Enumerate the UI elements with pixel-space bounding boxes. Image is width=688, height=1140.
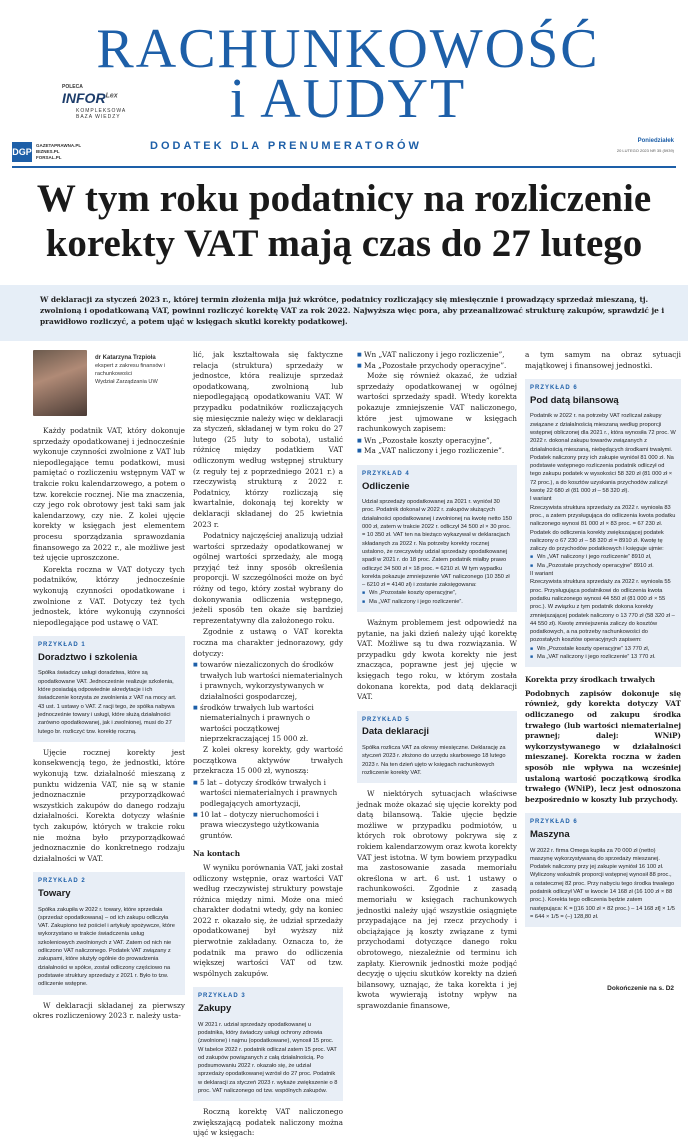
- list-item: ■ Wn „VAT naliczony i jego rozliczenie”,: [357, 350, 517, 361]
- example-label: PRZYKŁAD 3: [198, 993, 246, 1000]
- headline: W tym roku podatnicy na rozliczenie korekty VAT mają czas do 27 lutego: [36, 177, 652, 265]
- publication-title: [78, 18, 618, 130]
- author-box: [33, 350, 185, 416]
- example-body: [525, 406, 681, 667]
- example-title: Pod datą bilansową: [530, 394, 619, 406]
- list-item: ■ Wn „VAT naliczony i jego rozliczenie” 8910 zł,: [530, 553, 676, 561]
- example-title: Data deklaracji: [362, 726, 430, 738]
- example-body: Spółka rozlicza VAT za okresy miesięczne. Deklarację za styczeń 2023 r. złożono do urzędu skarbowego 18 lutego 2023 r. Na ten dzień ujęto w księgach rachunkowych rozliczenie korekty VAT.: [362, 744, 506, 776]
- bullet-list: [530, 645, 676, 662]
- column-1: [33, 350, 185, 1023]
- example-line: II wariant: [530, 571, 554, 578]
- infor-tagline-1: KOMPLEKSOWA: [76, 108, 127, 114]
- paragraph: Ujęcie rocznej korekty jest konsekwencją tego, że jednostki, które wykonują tzw. działalność mieszaną z punktu widzenia VAT, nie są w stanie jednoznacznie przyporządkować wszystkich zakupów do danego rodzaju działalności. Korekta dotyczy właśnie tych zakupów, których w trakcie roku nie można było przyporządkować jednoznacznie do konkretnego rodzaju działalności w VAT.: [33, 747, 185, 863]
- paragraph: Ważnym problemem jest odpowiedź na pytanie, na jaki dzień należy ująć korektę VAT. Możliwe są tu dwa rozwiązania. W przypadku gdy kwota korekty nie jest znacząca, poprawne jest jej ujęcie w księgach tego roku, w którym została dokonana korekta, pod datą deklaracji VAT.: [357, 617, 517, 702]
- list-item: ■ Ma „Pozostałe przychody operacyjne”.: [357, 361, 517, 372]
- dgp-logo: DGP: [12, 142, 32, 162]
- example-line: Podatnik w 2022 r. na potrzeby VAT rozliczał zakupy związane z działalnością mieszaną według proporcji wstępnej obliczonej dla 2021 r., która wynosiła 72 proc. W 2022 r. dokonał zakupu towarów związanych z działalnością mieszaną, niebędących środkami trwałymi. Podatek naliczony przy ich zakupie wyniósł 81 000 zł. Na podstawie wstępnego rozliczenia podatnik odliczył od tego zakupu podatek w wysokości 58 320 zł (81 000 zł × 72 proc.), a do kosztów uzyskania przychodów zaliczył kwotę 22 680 zł (81 000 zł – 58 320 zł).: [530, 413, 676, 495]
- site-link[interactable]: BIZNES.PL: [36, 149, 60, 154]
- publication-subtitle: DODATEK DLA PRENUMERATORÓW: [150, 140, 422, 152]
- list-item: ■ towarów niezaliczonych do środków trwałych lub wartości niematerialnych i prawnych, wykorzystywanych w działalności gospodarczej,: [193, 660, 343, 702]
- issue-day: Poniedziałek: [637, 138, 674, 144]
- bullet-list: [193, 778, 343, 842]
- example-body: W 2022 r. firma Omega kupiła za 70 000 zł (netto) maszynę wykorzystywaną do sprzedaży mieszanej. Podatek naliczony przy jej zakupie wyniósł 16 100 zł. Wyliczony wskaźnik proporcji wstępnej wynosił 88 proc., a ostatecznej 82 proc. Przy nabyciu tego środka trwałego podatnik odliczył VAT w kwocie 14 168 zł (16 100 zł × 88 proc.). Korekta tego odliczenia będzie zatem następująca: K = [(16 100 zł × 82 proc.) – 14 168 zł] × 1/5 = 644 × 1/5 = (–) 128,80 zł.: [530, 847, 675, 920]
- author-name: dr Katarzyna Trzpioła: [95, 355, 156, 361]
- paragraph: W deklaracji składanej za pierwszy okres rozliczeniowy 2023 r. należy usta-: [33, 1000, 185, 1021]
- paragraph: Z kolei okresy korekty, gdy wartość początkowa aktywów trwałych przekracza 15 000 zł, wynoszą:: [193, 744, 343, 776]
- example-title: Odliczenie: [362, 480, 410, 492]
- site-link[interactable]: GAZETAPRAWNA.PL: [36, 143, 82, 148]
- author-info: [95, 350, 185, 386]
- subheading: Na kontach: [193, 849, 241, 859]
- list-item: ■ Wn „Pozostałe koszty operacyjne”,: [357, 436, 517, 447]
- list-item: ■ Ma „Pozostałe przychody operacyjne” 8910 zł.: [530, 562, 676, 570]
- example-line: Rzeczywista struktura sprzedaży za 2022 r. wyniosła 83 proc., a zatem przysługująca do odliczenia kwota podatku naliczonego wynosi 81 000 zł × 83 proc. = 67 230 zł. Podatek do odliczenia korekty zwiększającej podatek naliczony o 67 230 zł – 58 320 zł = 8910 zł. Kwotę tę zaliczy do przychodów podatkowych i księguje ujmie:: [530, 504, 676, 553]
- example-title: Towary: [38, 887, 71, 899]
- list-item: ■ Ma „VAT naliczony i jego rozliczenie” 13 770 zł.: [530, 653, 676, 661]
- example-label: PRZYKŁAD 2: [38, 878, 86, 885]
- author-photo: [33, 350, 87, 416]
- paragraph: Podobnych zapisów dokonuje się również, gdy korekta dotyczy VAT odliczanego od zakupu środka trwałego (lub wartości niematerialnej prawnej; dalej: WNiP) wykorzystywanego w działalności mieszanej. Korekta roczna w żaden sposób nie wpływa na wcześniej ustaloną wartość początkową środka trwałego (WNiP), lecz jest odnoszona bezpośrednio w koszty lub przychody.: [525, 688, 681, 804]
- dgp-sites: [36, 143, 81, 161]
- continued-note[interactable]: Dokończenie na s. D2: [607, 985, 674, 992]
- example-body: [357, 492, 517, 612]
- bullet-list: [357, 350, 517, 371]
- list-item: ■ Ma „VAT naliczony i jego rozliczenie”.: [362, 598, 512, 606]
- example-label: PRZYKŁAD 5: [362, 716, 410, 723]
- list-item: ■ Ma „VAT naliczony i jego rozliczenie”.: [357, 446, 517, 457]
- issue-info: [617, 138, 674, 153]
- example-line: I wariant: [530, 496, 552, 503]
- masthead-rule: [12, 166, 676, 168]
- paragraph: lić, jak kształtowała się faktyczne relacja (struktura) sprzedaży w jednostce, która realizuje sprzedaż opodatkowaną, zwolnioną lub niepodlegającą opodatkowaniu VAT. W przypadku podatników rozliczających się miesięcznie należy więc w deklaracji za styczeń, składanej w tym roku do 27 lutego (25 luty to sobota), ustalić różnicę między podatkiem VAT odliczonym według wstępnej struktury (z reguły tej z poprzedniego 2021 r.) a rzeczywistą strukturą z 2022 r. Podatnicy, którzy rozliczają się kwartalnie, dokonają tej korekty w deklaracji składanej do 25 kwietnia 2023 r.: [193, 350, 343, 529]
- example-label: PRZYKŁAD 6: [530, 819, 578, 826]
- example-label: PRZYKŁAD 4: [362, 470, 410, 477]
- masthead: [0, 0, 688, 168]
- example-body: Spółka świadczy usługi doradztwa, które są opodatkowane VAT. Jednocześnie realizuje szkolenia, które posiadają odpowiednie akredytacje i ich świadczenie korzysta ze zwolnienia z VAT na mocy art. 43 ust. 1 ustawy o VAT. Z racji tego, że spółka nabywa jednocześnie towary i usługi, które służą działalności zarówno opodatkowanej, jak i zwolnionej, musi do 27 lutego br. rozliczyć tzw. korektę roczną.: [38, 670, 177, 735]
- column-3: [357, 350, 517, 1013]
- author-role: ekspert z zakresu finansów i rachunkowości: [95, 363, 166, 377]
- example-title: Doradztwo i szkolenia: [38, 651, 138, 663]
- issue-number: 20 LUTEGO 2023 NR 35 (5939): [616, 148, 674, 153]
- site-link[interactable]: FORSAL.PL: [36, 155, 62, 160]
- title-line-1: RACHUNKOWOŚĆ: [96, 18, 600, 80]
- bullet-list: [362, 589, 512, 606]
- example-title: Maszyna: [530, 829, 570, 840]
- example-line: Rzeczywista struktura sprzedaży za 2022 r. wyniosła 55 proc. Przysługująca podatnikowi do odliczenia kwota podatku naliczonego wynosi 44 550 zł (81 000 zł × 55 proc.). W związku z tym podatnik dokona korekty zmniejszającej podatek naliczony o 13 770 zł (58 320 zł – 44 550 zł). Kwotę zmniejszenia zaliczy do kosztów podatkowych, a na potrzeby rachunkowości do pozostałych kosztów operacyjnych zapisem:: [530, 579, 675, 644]
- example-label: PRZYKŁAD 1: [38, 642, 86, 649]
- example-box: [193, 987, 343, 1101]
- paragraph: W niektórych sytuacjach właściwse jednak może okazać się ujęcie korekty pod datą bilansową. Takie ujęcie będzie możliwe w przypadku podmiotów, u których rok obrotowy pokrywa się z rokiem kalendarzowym oraz kwota korekty VAT jest istotna. W tym bowiem przypadku ma zastosowanie zasada memoriału określona w art. 6 ust. 1 ustawy o rachunkowości. Zgodnie z zasadą memoriału w księgach rachunkowych jednostki należy ująć wszystkie osiągnięte przypadające na jej rzecz przychody i obciążające ją koszty związane z tymi przychodami dotyczące danego roku obrotowego, niezależnie od terminu ich zapłaty. Kierownik jednostki może podjąć decyzję o ujęciu skutków korekty na dzień bilansowy, uznając, że taka korekta i jej kwota wywierają istotny wpływ na sprawozdanie finansowe,: [357, 789, 517, 1010]
- infor-tagline-2: BAZA WIEDZY: [76, 114, 121, 120]
- example-box: [357, 711, 517, 783]
- paragraph: Podatnicy najczęściej analizują udział wartości sprzedaży opodatkowanej w ogólnej wartości sprzedaży, ale mogą przyjąć też inny sposób określenia proporcji. W szczególności może on być różny od tego, który został wybrany do dokonywania odliczenia wstępnego, jeżeli sposób ten okaże się bardziej reprezentatywny dla założonego roku.: [193, 531, 343, 625]
- infor-logo: [62, 90, 118, 106]
- bullet-list: [357, 436, 517, 457]
- author-dept: Wydział Zarządzania UW: [95, 379, 158, 385]
- paragraph: Może się również okazać, że udział sprzedaży opodatkowanej w ogólnej wartości sprzedaży spadł. Wtedy korekta pokazuje zmniejszenie VAT naliczonego, które jest ujmowane w księgach rachunkowych zapisem:: [357, 371, 517, 434]
- example-label: PRZYKŁAD 6: [530, 385, 578, 392]
- list-item: ■ Wn „Pozostałe koszty operacyjne” 13 770 zł,: [530, 645, 676, 653]
- poleca-label: POLECA: [62, 84, 83, 90]
- bullet-list: [530, 553, 676, 570]
- example-box: [33, 872, 185, 994]
- paragraph: Każdy podatnik VAT, który dokonuje sprzedaży opodatkowanej i jednocześnie wykonuje czynności zwolnione z VAT lub niepodlegające temu podatkowi, musi pamiętać o rozliczeniu wstępnym VAT w trakcie roku kalendarzowego, a potem o tzw. korekcie rocznej. Nie ma znaczenia, czy jego rok obrotowy jest taki sam jak kalendarzowy, czy nie. Z kolei ujęcie korekty w księgach jest elementem procesu sporządzania sprawozdania finansowego za 2022 r., ale możliwe jest też ujęcie uproszczone.: [33, 426, 185, 563]
- infor-name: INFOR: [62, 90, 106, 106]
- list-item: ■ Wn „Pozostałe koszty operacyjne”,: [362, 589, 512, 597]
- bullet-list: [193, 660, 343, 745]
- list-item: ■ 10 lat – dotyczy nieruchomości i prawa wieczystego użytkowania gruntów.: [193, 810, 343, 842]
- example-box: [525, 379, 681, 667]
- list-item: ■ środków trwałych lub wartości niematerialnych i prawnych o wartości początkowej nieprzekraczającej 15 000 zł.: [193, 703, 343, 745]
- example-body: Spółka zakupiła w 2022 r. towary, które sprzedała (sprzedaż opodatkowana) – od ich zakupu odliczyła VAT. Zakupiono też pościel i artykuły spożywcze, które wykorzystano w trakcie świadczenia usług szkoleniowych zwolnionych z VAT. Zatem od nich nie odliczono VAT naliczonego. Podatek VAT związany z zakupami, które służyły ogólnie do prowadzenia działalności w spółce, został odliczony częściowo na podstawie struktury sprzedaży z 2021 r. Było to tzw. odliczenie wstępne.: [38, 906, 175, 988]
- column-4: [525, 350, 681, 933]
- example-body: W 2021 r. udział sprzedaży opodatkowanej u podatnika, który świadczy usługi ochrony zdrowia (zwolnione) i najmu (opodatkowane), wynosił 15 proc. W tabelce 2022 r. podatnik odliczał zatem 15 proc. VAT od zakupów powiązanych z całą działalnością. Po podsumowaniu 2022 r. okazało się, że udział sprzedaży opodatkowanej wzrósł do 27 proc. Podatnik w deklaracji za styczeń 2023 r. wykaże zwiększenie o 8 proc. VAT naliczonego od tzw. wspólnych zakupów.: [198, 1021, 338, 1094]
- example-box: [525, 813, 681, 927]
- subheading: Korekta przy środkach trwałych: [525, 675, 656, 685]
- example-body-text: Udział sprzedaży opodatkowanej za 2021 r. wyniósł 30 proc. Podatnik dokonał w 2022 r. zakupów służących działalności opodatkowanej i zwolnionej na kwotę netto 150 000 zł, zatem w trakcie 2022 r. odliczył 34 500 zł × 30 proc. = 10 350 zł. VAT ten na bieżąco wykazywał w deklaracjach składanych za 2022 r. Na potrzeby korekty rocznej ustalono, że rzeczywisty udział sprzedaży opodatkowanej spadł w 2021 r. do 18 proc. Zatem podatnik miałby prawo odliczyć 34 500 zł × 18 proc. = 6210 zł. W tym wypadku korekta pokazuje zmniejszenie VAT naliczonego (10 350 zł – 6210 zł = 4140 zł) i zostanie zaksięgowana:: [362, 499, 512, 589]
- example-box: [33, 636, 185, 742]
- example-box: [357, 465, 517, 612]
- list-item: ■ 5 lat – dotyczy środków trwałych i wartości niematerialnych i prawnych podlegających amortyzacji,: [193, 778, 343, 810]
- column-2: [193, 350, 343, 1140]
- paragraph: Zgodnie z ustawą o VAT korekta roczna ma charakter jednorazowy, gdy dotyczy:: [193, 627, 343, 658]
- lead-paragraph: W deklaracji za styczeń 2023 r., której termin złożenia mija już wkrótce, podatnicy rozliczający się miesięcznie i prowadzący sprzedaż mieszaną, tj. zwolnioną i opodatkowaną VAT, powinni rozliczyć korektę VAT za rok 2022. Najwyższa więc pora, aby przeanalizować strukturę zakupów, sprawdzić je i prawidłowo rozliczyć, a potem ująć w księgach skutki korekty podatkowej.: [0, 285, 688, 341]
- paragraph: a tym samym na obraz sytuacji majątkowej i finansowej jednostki.: [525, 350, 681, 370]
- infor-suffix: Lex: [105, 92, 118, 100]
- paragraph: Korekta roczna w VAT dotyczy tych podatników, którzy jednocześnie wykonują czynności opodatkowane i zwolnione z VAT. Dotyczy też tych jednostek, które wykonują czynności niepodlegające pod ustawę o VAT.: [33, 564, 185, 627]
- paragraph: W wyniku porównania VAT, jaki został odliczony wstępnie, oraz wartości VAT według rzeczywistej struktury powstaje różnica między nimi. Może ona mieć charakter dodatni wtedy, gdy na koniec 2022 r. okazało się, że udział sprzedaży opodatkowanej był wyższy niż pierwotnie zakładany. Oznacza to, że podatnik ma prawo do odliczenia większej wartości VAT od tzw. wspólnych zakupów.: [193, 862, 344, 978]
- infor-tagline: [76, 108, 126, 120]
- title-line-2: i AUDYT: [229, 68, 467, 130]
- example-title: Zakupy: [198, 1003, 232, 1015]
- paragraph: Roczną korektę VAT naliczonego zwiększającą podatek naliczony można ująć w księgach:: [193, 1107, 343, 1138]
